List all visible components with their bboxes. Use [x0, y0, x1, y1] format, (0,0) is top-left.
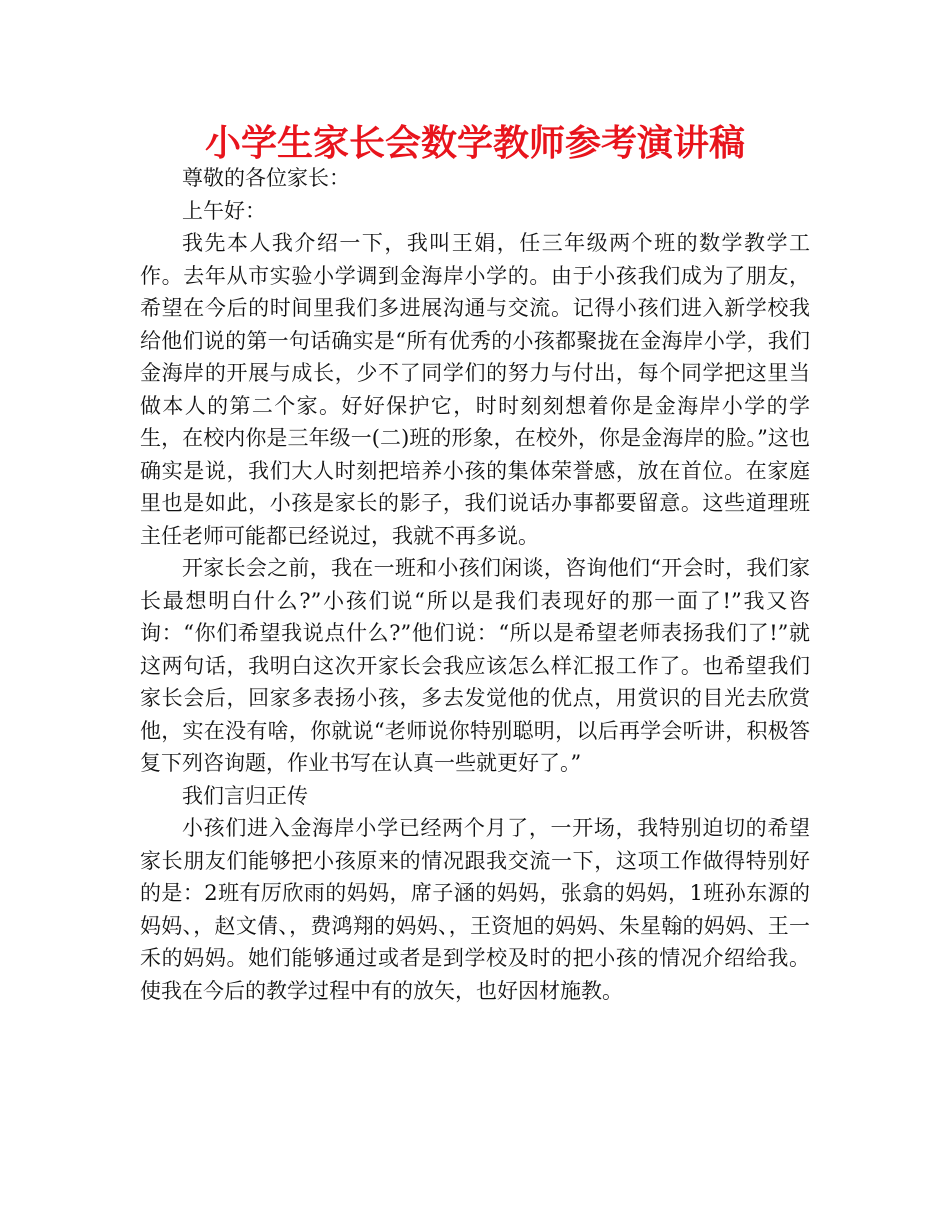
paragraph-communication: 小孩们进入金海岸小学已经两个月了，一开场，我特别迫切的希望家长朋友们能够把小孩原来的情况跟我交流一下，这项工作做得特别好的是：2班有厉欣雨的妈妈，席子涵的妈妈，张翕的妈妈，1班孙东源的妈妈、，赵文倩、，费鸿翔的妈妈、，王资旭的妈妈、朱星翰的妈妈、王一禾的妈妈。她们能够通过或者是到学校及时的把小孩的情况介绍给我。使我在今后的教学过程中有的放矢，也好因材施教。 — [140, 816, 810, 1003]
paragraph-conversation: 开家长会之前，我在一班和小孩们闲谈，咨询他们“开会时，我们家长最想明白什么?”小孩们说“所以是我们表现好的那一面了!”我又咨询：“你们希望我说点什么?”他们说：“所以是希望老师表扬我们了!”就这两句话，我明白这次开家长会我应该怎么样汇报工作了。也希望我们家长会后，回家多表扬小孩，多去发觉他的优点，用赏识的目光去欣赏他，实在没有啥，你就说“老师说你特别聪明，以后再学会听讲，积极答复下列咨询题，作业书写在认真一些就更好了。” — [140, 556, 810, 775]
salutation: 尊敬的各位家长： — [182, 166, 350, 190]
paragraph-transition: 我们言归正传 — [182, 783, 308, 808]
document-body — [140, 162, 810, 1007]
document-title: 小学生家长会数学教师参考演讲稿 — [204, 123, 745, 164]
paragraph-introduction: 我先本人我介绍一下，我叫王娟，任三年级两个班的数学教学工作。去年从市实验小学调到金海岸小学的。由于小孩我们成为了朋友，希望在今后的时间里我们多进展沟通与交流。记得小孩们进入新学校我给他们说的第一句话确实是“所有优秀的小孩都聚拢在金海岸小学，我们金海岸的开展与成长，少不了同学们的努力与付出，每个同学把这里当做本人的第二个家。好好保护它，时时刻刻想着你是金海岸小学的学生，在校内你是三年级一(二)班的形象，在校外，你是金海岸的脸。”这也确实是说，我们大人时刻把培养小孩的集体荣誉感，放在首位。在家庭里也是如此，小孩是家长的影子，我们说话办事都要留意。这些道理班主任老师可能都已经说过，我就不再多说。 — [140, 231, 810, 548]
greeting: 上午好： — [182, 198, 266, 223]
